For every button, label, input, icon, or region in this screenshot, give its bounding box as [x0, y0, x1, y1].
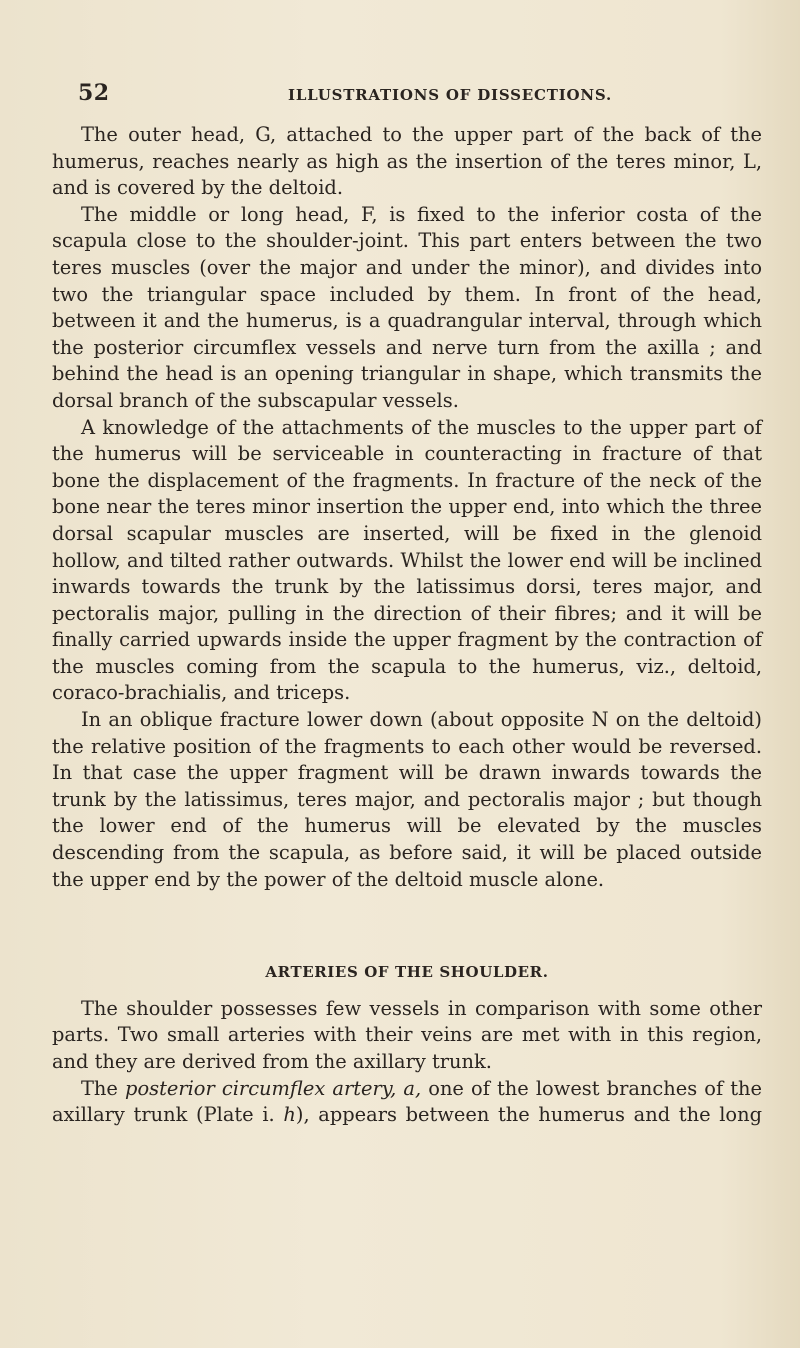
running-head: ILLUSTRATIONS OF DISSECTIONS. [288, 86, 613, 104]
italic-plate-ref: h [283, 1103, 296, 1127]
paragraph-oblique-fracture: In an oblique fracture lower down (about opposite N on the deltoid) the relative position of the fragments to each other would be reversed. In that case the upper fragment will be drawn inwards towards the trunk by the latissimus, teres major, and pectoralis major ; but though the lower end of the humerus will be elevated by the muscles descending from the scapula, as before said, it will be placed outside the upper end by the power of the deltoid muscle alone. [52, 708, 762, 891]
paragraph-long-head: The middle or long head, F, is fixed to the inferior costa of the scapula close to the shoulder-joint. This part enters between the two teres muscles (over the major and under the minor), and divides into two the triangular space included by them. In front of the head, between it and the humerus, is a quadrangular interval, through which the posterior circumflex vessels and nerve turn from the axilla ; and behind the head is an opening triangular in shape, which transmits the dorsal branch of the subscapular vessels. [52, 202, 762, 412]
paragraph-text-2: ), appears between the humerus and the long [295, 1103, 762, 1127]
paragraph-outer-head: The outer head, G, attached to the upper part of the back of the humerus, reaches nearly as high as the insertion of the teres minor, L, and is covered by the deltoid. [52, 123, 762, 200]
body-text [52, 122, 762, 1129]
paragraph-text-1: one of the lowest branches of the axillary trunk (Plate i. [52, 1076, 762, 1127]
paragraph-fracture-neck: A knowledge of the attachments of the muscles to the upper part of the humerus will be serviceable in counteracting in fracture of that bone the displacement of the fragments. In fracture of the neck of the bone near the teres minor insertion the upper end, into which the three dorsal scapular muscles are inserted, will be fixed in the glenoid hollow, and tilted rather outwards. Whilst the lower end will be inclined inwards towards the trunk by the latissimus dorsi, teres major, and pectoralis major, pulling in the direction of their fibres; and it will be finally carried upwards inside the upper fragment by the contraction of the muscles coming from the scapula to the humerus, viz., deltoid, coraco-brachialis, and triceps. [52, 415, 762, 705]
paragraph-shoulder-vessels: The shoulder possesses few vessels in comparison with some other parts. Two small arteries with their veins are met with in this region, and they are derived from the axillary trunk. [52, 996, 762, 1073]
page-number: 52 [78, 80, 110, 106]
lead-word: The [81, 1076, 118, 1100]
italic-term: posterior circumflex artery, a, [125, 1076, 422, 1100]
section-heading: ARTERIES OF THE SHOULDER. [265, 963, 549, 982]
paragraph-posterior-circumflex [52, 1076, 762, 1129]
page-header [78, 80, 738, 110]
